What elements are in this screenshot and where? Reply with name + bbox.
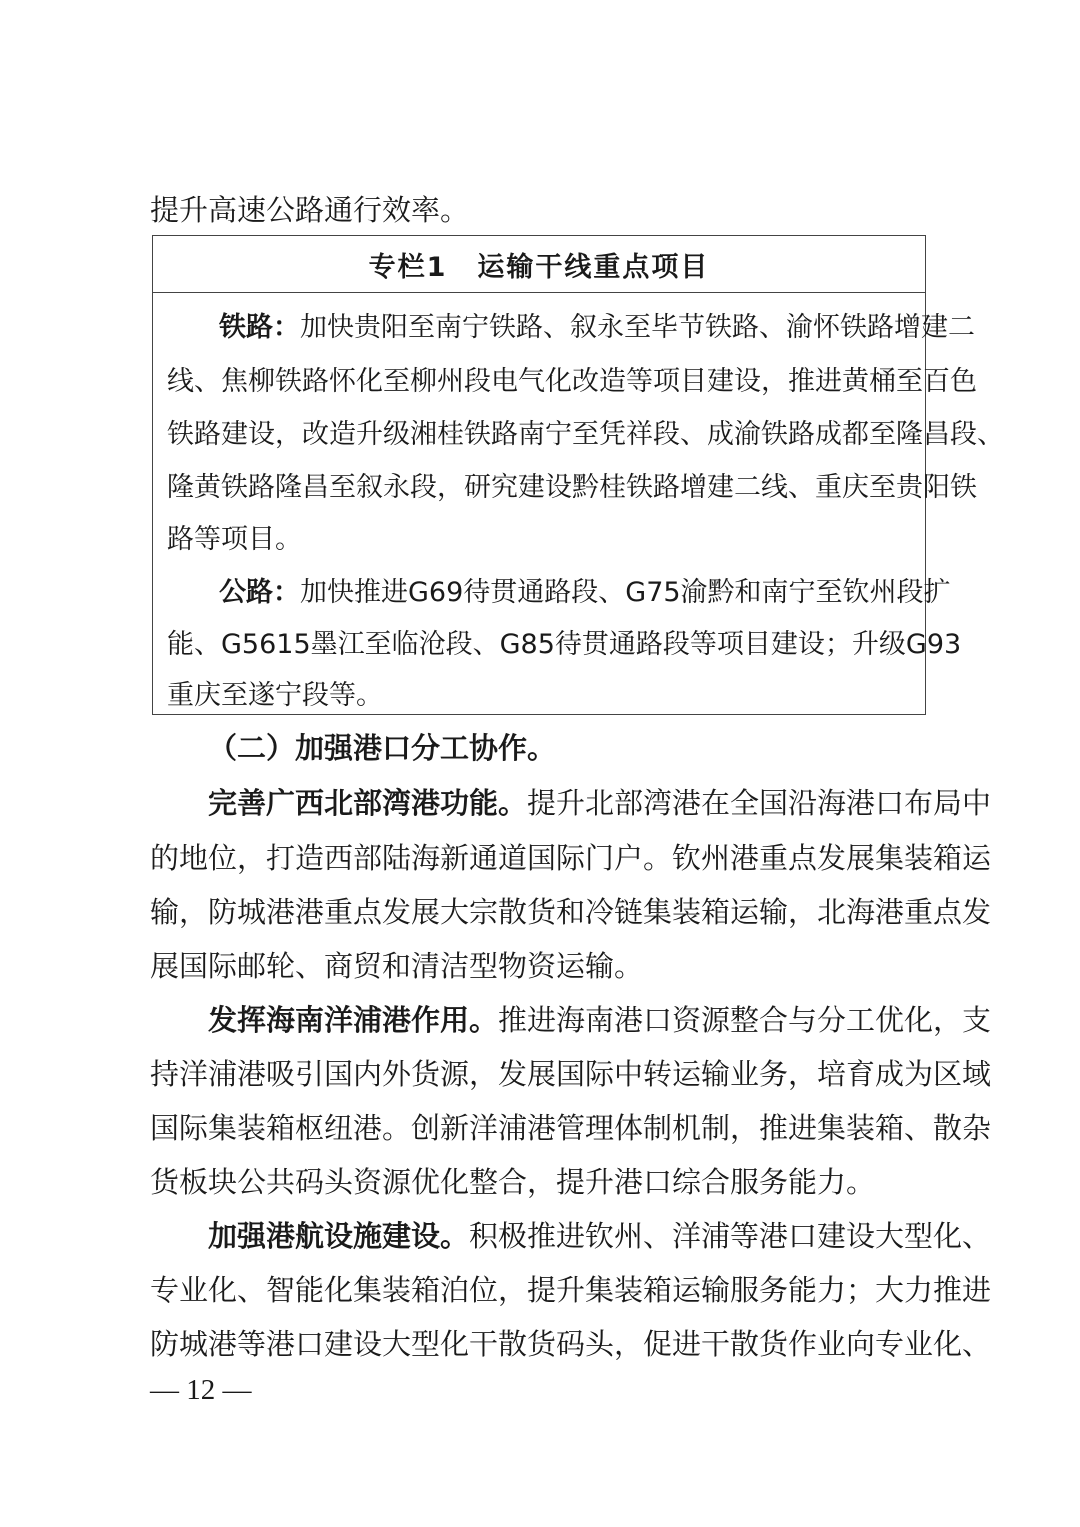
paragraph-2-line-4: 货板块公共码头资源优化整合，提升港口综合服务能力。 bbox=[150, 1165, 876, 1199]
road-line-2: 能、G5615墨江至临沧段、G85待贯通路段等项目建设；升级G93 bbox=[167, 629, 962, 660]
rail-line-3: 铁路建设，改造升级湘桂铁路南宁至凭祥段、成渝铁路成都至隆昌段、 bbox=[167, 419, 1004, 450]
paragraph-3-line-3: 防城港等港口建设大型化干散货码头，促进干散货作业向专业化、 bbox=[150, 1327, 992, 1361]
paragraph-1-line-4: 展国际邮轮、商贸和清洁型物资运输。 bbox=[150, 949, 644, 983]
paragraph-2-line-2: 持洋浦港吸引国内外货源，发展国际中转运输业务，培育成为区域 bbox=[150, 1057, 992, 1091]
rail-label: 铁路： bbox=[219, 312, 300, 343]
page-number: — 12 — bbox=[150, 1374, 252, 1406]
road-label: 公路： bbox=[219, 577, 300, 608]
lead-line: 提升高速公路通行效率。 bbox=[150, 193, 470, 227]
road-line-1: 公路：加快推进G69待贯通路段、G75渝黔和南宁至钦州段扩 bbox=[219, 577, 951, 608]
paragraph-2-line-1: 发挥海南洋浦港作用。推进海南港口资源整合与分工优化，支 bbox=[208, 1003, 992, 1037]
paragraph-1-lead: 完善广西北部湾港功能。 bbox=[208, 786, 528, 820]
paragraph-3-line-1: 加强港航设施建设。积极推进钦州、洋浦等港口建设大型化、 bbox=[208, 1219, 992, 1253]
paragraph-2-lead: 发挥海南洋浦港作用。 bbox=[208, 1003, 499, 1037]
road-line-3: 重庆至遂宁段等。 bbox=[167, 680, 383, 711]
rail-line-1: 铁路：加快贵阳至南宁铁路、叙永至毕节铁路、渝怀铁路增建二 bbox=[219, 312, 975, 343]
section-heading: （二）加强港口分工协作。 bbox=[208, 731, 557, 765]
column-box bbox=[152, 235, 1004, 715]
paragraph-1-line-3: 输，防城港港重点发展大宗散货和冷链集装箱运输，北海港重点发 bbox=[150, 895, 992, 929]
column-box-title-label: 专栏1 bbox=[368, 251, 448, 283]
rail-line-2: 线、焦柳铁路怀化至柳州段电气化改造等项目建设，推进黄桶至百色 bbox=[167, 366, 977, 397]
rail-line-5: 路等项目。 bbox=[167, 524, 302, 555]
paragraph-3-lead: 加强港航设施建设。 bbox=[208, 1219, 470, 1253]
column-box-title-text: 运输干线重点项目 bbox=[477, 251, 710, 283]
paragraph-2-line-3: 国际集装箱枢纽港。创新洋浦港管理体制机制，推进集装箱、散杂 bbox=[150, 1111, 992, 1145]
paragraph-3-line-2: 专业化、智能化集装箱泊位，提升集装箱运输服务能力；大力推进 bbox=[150, 1273, 992, 1307]
paragraph-1-line-1: 完善广西北部湾港功能。提升北部湾港在全国沿海港口布局中 bbox=[208, 786, 992, 820]
rail-line-4: 隆黄铁路隆昌至叙永段，研究建设黔桂铁路增建二线、重庆至贵阳铁 bbox=[167, 472, 977, 503]
column-box-title bbox=[153, 236, 925, 293]
paragraph-1-line-2: 的地位，打造西部陆海新通道国际门户。钦州港重点发展集装箱运 bbox=[150, 841, 992, 875]
